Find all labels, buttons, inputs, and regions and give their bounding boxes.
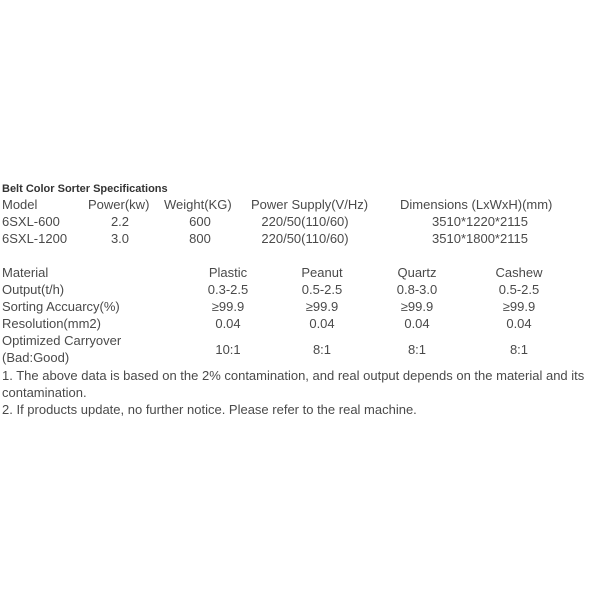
row-label-carryover: Optimized Carryover	[2, 333, 122, 348]
carryover-value: 8:1	[312, 342, 332, 357]
model-name: 6SXL-1200	[2, 231, 68, 246]
models-header-power: Power(kw)	[88, 197, 150, 212]
carryover-value: 8:1	[509, 342, 529, 357]
model-name: 6SXL-600	[2, 214, 60, 229]
model-weight: 800	[189, 231, 211, 246]
accuracy-value: ≥99.9	[305, 299, 339, 314]
row-label-carryover-sub: (Bad:Good)	[2, 350, 70, 365]
models-header-power-supply: Power Supply(V/Hz)	[251, 197, 369, 212]
output-value: 0.5-2.5	[498, 282, 540, 297]
output-value: 0.8-3.0	[396, 282, 438, 297]
materials-header-peanut: Peanut	[301, 265, 343, 280]
note-2: 2. If products update, no further notice. Please refer to the real machine.	[2, 402, 417, 417]
model-weight: 600	[189, 214, 211, 229]
note-1: 1. The above data is based on the 2% contamination, and real output depends on the material and its contamination.	[2, 368, 585, 400]
model-power: 2.2	[110, 214, 130, 229]
carryover-value: 10:1	[215, 342, 241, 357]
resolution-value: 0.04	[309, 316, 335, 331]
resolution-value: 0.04	[404, 316, 430, 331]
model-power-supply: 220/50(110/60)	[261, 214, 349, 229]
materials-header-material: Material	[2, 265, 49, 280]
models-header-dimensions: Dimensions (LxWxH)(mm)	[400, 197, 553, 212]
resolution-value: 0.04	[506, 316, 532, 331]
model-power: 3.0	[110, 231, 130, 246]
spec-title: Belt Color Sorter Specifications	[2, 183, 168, 195]
row-label-resolution: Resolution(mm2)	[2, 316, 101, 331]
model-power-supply: 220/50(110/60)	[261, 231, 349, 246]
model-dimensions: 3510*1220*2115	[432, 214, 528, 229]
row-label-accuracy: Sorting Accuarcy(%)	[2, 299, 120, 314]
accuracy-value: ≥99.9	[400, 299, 434, 314]
materials-header-cashew: Cashew	[495, 265, 543, 280]
accuracy-value: ≥99.9	[502, 299, 536, 314]
carryover-value: 8:1	[407, 342, 427, 357]
output-value: 0.5-2.5	[301, 282, 343, 297]
resolution-value: 0.04	[215, 316, 241, 331]
model-dimensions: 3510*1800*2115	[432, 231, 528, 246]
materials-header-quartz: Quartz	[397, 265, 437, 280]
materials-header-plastic: Plastic	[208, 265, 248, 280]
models-header-weight: Weight(KG)	[164, 197, 232, 212]
models-header-model: Model	[2, 197, 38, 212]
output-value: 0.3-2.5	[207, 282, 249, 297]
accuracy-value: ≥99.9	[211, 299, 245, 314]
row-label-output: Output(t/h)	[2, 282, 65, 297]
